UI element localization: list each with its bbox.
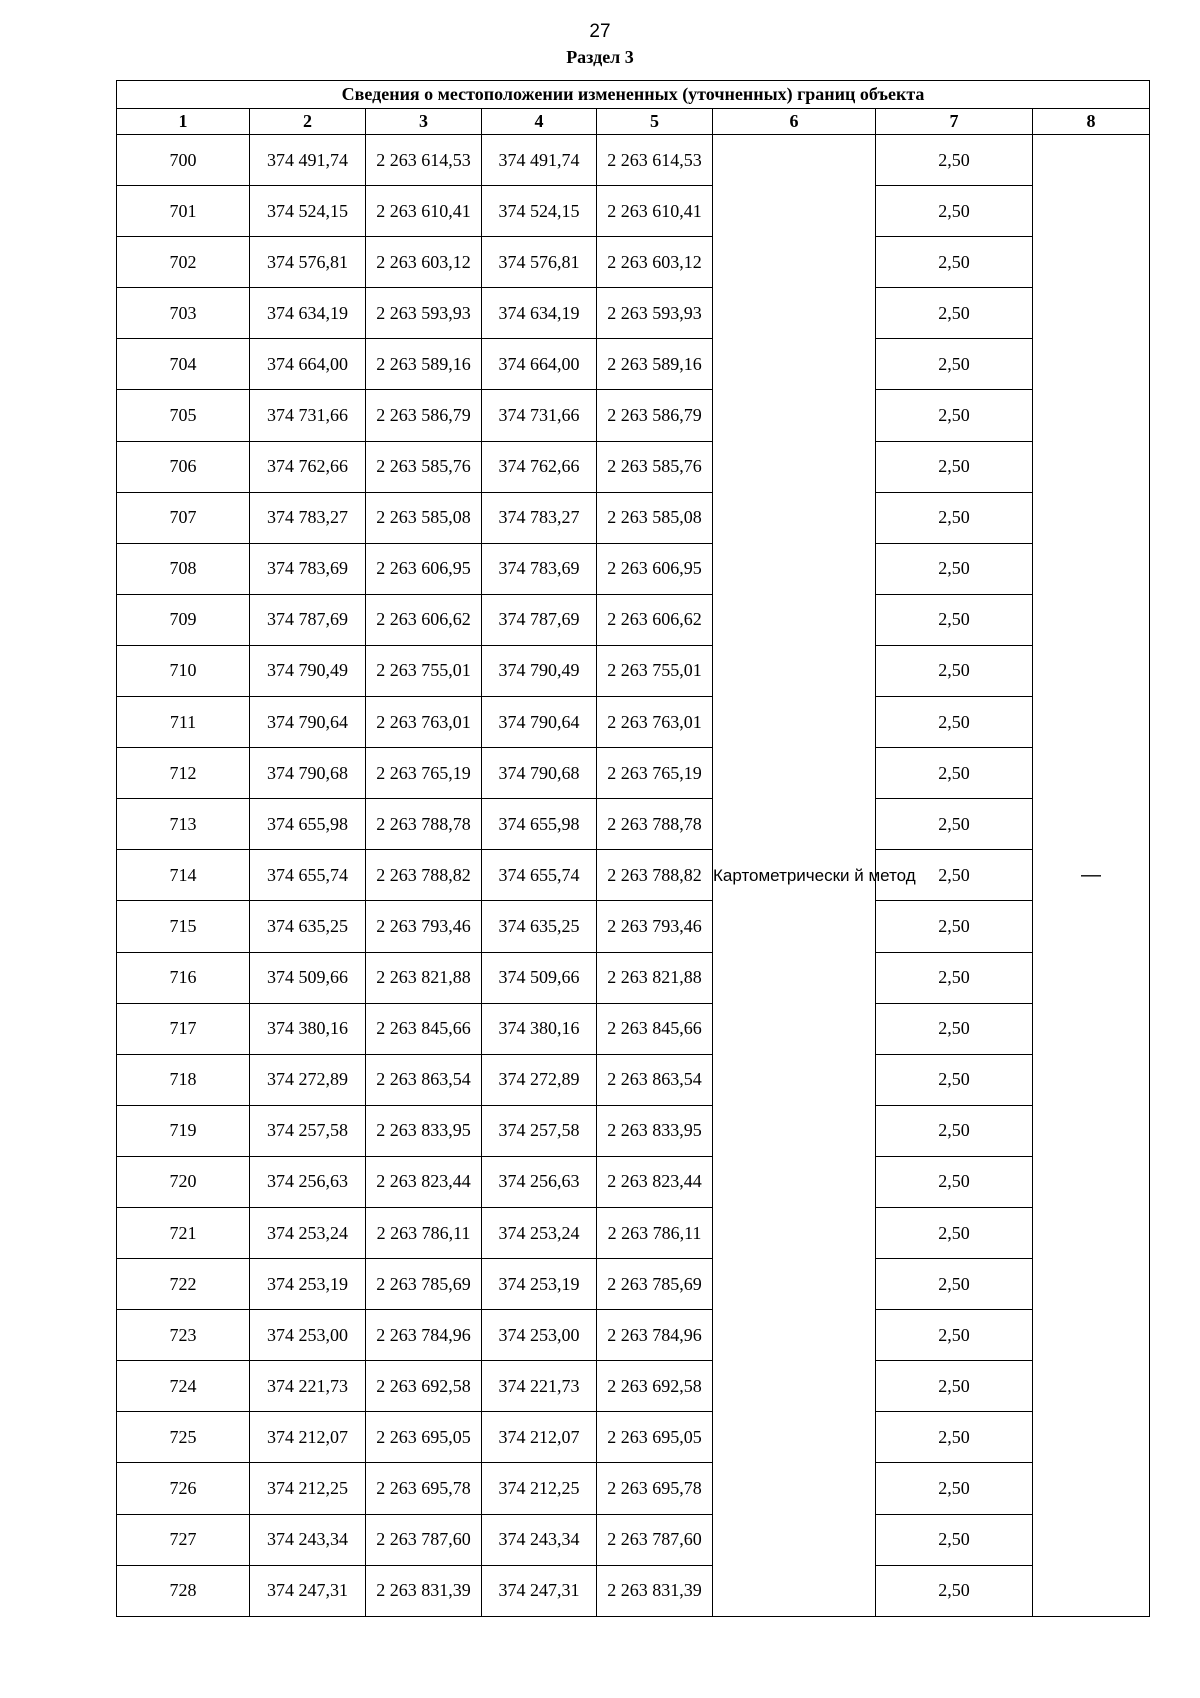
- x-new-cell: 374 790,49: [482, 645, 597, 696]
- table-row: [117, 339, 1150, 390]
- table-title-row: [117, 81, 1150, 109]
- y-existing-cell: 2 263 823,44: [366, 1156, 482, 1207]
- point-number-cell: 710: [117, 645, 250, 696]
- y-new-cell: 2 263 788,82: [597, 850, 713, 901]
- table-row: [117, 1156, 1150, 1207]
- table-row: [117, 748, 1150, 799]
- table-row: [117, 1514, 1150, 1565]
- accuracy-cell: 2,50: [876, 339, 1033, 390]
- x-new-cell: 374 576,81: [482, 237, 597, 288]
- table-row: [117, 1003, 1150, 1054]
- column8-cell: —: [1033, 135, 1150, 1617]
- y-new-cell: 2 263 765,19: [597, 748, 713, 799]
- x-new-cell: 374 243,34: [482, 1514, 597, 1565]
- column-number-4: 4: [482, 109, 597, 135]
- y-existing-cell: 2 263 614,53: [366, 135, 482, 186]
- accuracy-cell: 2,50: [876, 1412, 1033, 1463]
- y-new-cell: 2 263 845,66: [597, 1003, 713, 1054]
- accuracy-cell: 2,50: [876, 237, 1033, 288]
- y-new-cell: 2 263 821,88: [597, 952, 713, 1003]
- y-existing-cell: 2 263 606,95: [366, 543, 482, 594]
- point-number-cell: 722: [117, 1259, 250, 1310]
- table-title: Сведения о местоположении измененных (уточненных) границ объекта: [117, 81, 1150, 109]
- x-existing-cell: 374 635,25: [250, 901, 366, 952]
- table-row: [117, 1259, 1150, 1310]
- y-existing-cell: 2 263 788,78: [366, 799, 482, 850]
- point-number-cell: 723: [117, 1310, 250, 1361]
- point-number-cell: 720: [117, 1156, 250, 1207]
- y-existing-cell: 2 263 606,62: [366, 594, 482, 645]
- accuracy-cell: 2,50: [876, 1361, 1033, 1412]
- y-new-cell: 2 263 614,53: [597, 135, 713, 186]
- x-existing-cell: 374 509,66: [250, 952, 366, 1003]
- y-new-cell: 2 263 586,79: [597, 390, 713, 441]
- x-new-cell: 374 655,98: [482, 799, 597, 850]
- x-existing-cell: 374 576,81: [250, 237, 366, 288]
- x-new-cell: 374 491,74: [482, 135, 597, 186]
- accuracy-cell: 2,50: [876, 697, 1033, 748]
- y-new-cell: 2 263 589,16: [597, 339, 713, 390]
- table-row: [117, 186, 1150, 237]
- accuracy-cell: 2,50: [876, 135, 1033, 186]
- table-row: [117, 237, 1150, 288]
- y-new-cell: 2 263 603,12: [597, 237, 713, 288]
- y-new-cell: 2 263 793,46: [597, 901, 713, 952]
- y-new-cell: 2 263 593,93: [597, 288, 713, 339]
- point-number-cell: 714: [117, 850, 250, 901]
- column-number-2: 2: [250, 109, 366, 135]
- x-new-cell: 374 509,66: [482, 952, 597, 1003]
- y-existing-cell: 2 263 593,93: [366, 288, 482, 339]
- table-row: [117, 1412, 1150, 1463]
- y-existing-cell: 2 263 786,11: [366, 1207, 482, 1258]
- table-row: [117, 645, 1150, 696]
- x-existing-cell: 374 253,24: [250, 1207, 366, 1258]
- column-number-8: 8: [1033, 109, 1150, 135]
- x-existing-cell: 374 380,16: [250, 1003, 366, 1054]
- y-new-cell: 2 263 606,62: [597, 594, 713, 645]
- x-existing-cell: 374 491,74: [250, 135, 366, 186]
- y-new-cell: 2 263 695,05: [597, 1412, 713, 1463]
- x-existing-cell: 374 243,34: [250, 1514, 366, 1565]
- table-row: [117, 952, 1150, 1003]
- y-existing-cell: 2 263 692,58: [366, 1361, 482, 1412]
- x-existing-cell: 374 634,19: [250, 288, 366, 339]
- x-existing-cell: 374 272,89: [250, 1054, 366, 1105]
- accuracy-cell: 2,50: [876, 1207, 1033, 1258]
- table-row: [117, 1463, 1150, 1514]
- x-new-cell: 374 524,15: [482, 186, 597, 237]
- y-existing-cell: 2 263 695,78: [366, 1463, 482, 1514]
- x-existing-cell: 374 253,00: [250, 1310, 366, 1361]
- table-row: [117, 1310, 1150, 1361]
- point-number-cell: 700: [117, 135, 250, 186]
- table-body: [117, 135, 1150, 1617]
- x-new-cell: 374 664,00: [482, 339, 597, 390]
- section-title: Раздел 3: [566, 47, 634, 67]
- column-number-3: 3: [366, 109, 482, 135]
- y-existing-cell: 2 263 765,19: [366, 748, 482, 799]
- x-existing-cell: 374 212,25: [250, 1463, 366, 1514]
- x-existing-cell: 374 790,64: [250, 697, 366, 748]
- column-number-row: [117, 109, 1150, 135]
- y-new-cell: 2 263 788,78: [597, 799, 713, 850]
- x-existing-cell: 374 253,19: [250, 1259, 366, 1310]
- table-row: [117, 850, 1150, 901]
- y-existing-cell: 2 263 784,96: [366, 1310, 482, 1361]
- x-new-cell: 374 634,19: [482, 288, 597, 339]
- accuracy-cell: 2,50: [876, 186, 1033, 237]
- x-existing-cell: 374 783,27: [250, 492, 366, 543]
- x-existing-cell: 374 256,63: [250, 1156, 366, 1207]
- y-existing-cell: 2 263 589,16: [366, 339, 482, 390]
- accuracy-cell: 2,50: [876, 748, 1033, 799]
- x-existing-cell: 374 762,66: [250, 441, 366, 492]
- point-number-cell: 718: [117, 1054, 250, 1105]
- y-new-cell: 2 263 831,39: [597, 1565, 713, 1616]
- accuracy-cell: 2,50: [876, 543, 1033, 594]
- y-existing-cell: 2 263 833,95: [366, 1105, 482, 1156]
- x-existing-cell: 374 212,07: [250, 1412, 366, 1463]
- x-new-cell: 374 783,69: [482, 543, 597, 594]
- table-row: [117, 1054, 1150, 1105]
- table-row: [117, 135, 1150, 186]
- point-number-cell: 726: [117, 1463, 250, 1514]
- x-new-cell: 374 762,66: [482, 441, 597, 492]
- point-number-cell: 728: [117, 1565, 250, 1616]
- y-existing-cell: 2 263 585,76: [366, 441, 482, 492]
- x-existing-cell: 374 524,15: [250, 186, 366, 237]
- y-new-cell: 2 263 786,11: [597, 1207, 713, 1258]
- x-existing-cell: 374 731,66: [250, 390, 366, 441]
- y-new-cell: 2 263 692,58: [597, 1361, 713, 1412]
- point-number-cell: 717: [117, 1003, 250, 1054]
- x-new-cell: 374 731,66: [482, 390, 597, 441]
- x-existing-cell: 374 783,69: [250, 543, 366, 594]
- x-new-cell: 374 212,25: [482, 1463, 597, 1514]
- table-row: [117, 1565, 1150, 1616]
- y-existing-cell: 2 263 586,79: [366, 390, 482, 441]
- accuracy-cell: 2,50: [876, 1259, 1033, 1310]
- accuracy-cell: 2,50: [876, 1310, 1033, 1361]
- y-new-cell: 2 263 833,95: [597, 1105, 713, 1156]
- accuracy-cell: 2,50: [876, 901, 1033, 952]
- accuracy-cell: 2,50: [876, 1514, 1033, 1565]
- x-new-cell: 374 783,27: [482, 492, 597, 543]
- x-new-cell: 374 380,16: [482, 1003, 597, 1054]
- y-new-cell: 2 263 695,78: [597, 1463, 713, 1514]
- y-new-cell: 2 263 785,69: [597, 1259, 713, 1310]
- y-existing-cell: 2 263 785,69: [366, 1259, 482, 1310]
- method-cell: Картометрически й метод: [713, 135, 876, 1617]
- accuracy-cell: 2,50: [876, 1105, 1033, 1156]
- table-row: [117, 441, 1150, 492]
- table-row: [117, 288, 1150, 339]
- x-existing-cell: 374 655,98: [250, 799, 366, 850]
- y-new-cell: 2 263 610,41: [597, 186, 713, 237]
- column-number-1: 1: [117, 109, 250, 135]
- y-existing-cell: 2 263 755,01: [366, 645, 482, 696]
- y-existing-cell: 2 263 603,12: [366, 237, 482, 288]
- point-number-cell: 716: [117, 952, 250, 1003]
- accuracy-cell: 2,50: [876, 441, 1033, 492]
- y-new-cell: 2 263 606,95: [597, 543, 713, 594]
- table-row: [117, 697, 1150, 748]
- table-row: [117, 1361, 1150, 1412]
- y-existing-cell: 2 263 610,41: [366, 186, 482, 237]
- x-new-cell: 374 253,00: [482, 1310, 597, 1361]
- y-existing-cell: 2 263 585,08: [366, 492, 482, 543]
- y-existing-cell: 2 263 821,88: [366, 952, 482, 1003]
- x-existing-cell: 374 247,31: [250, 1565, 366, 1616]
- table-row: [117, 594, 1150, 645]
- point-number-cell: 724: [117, 1361, 250, 1412]
- y-existing-cell: 2 263 788,82: [366, 850, 482, 901]
- y-new-cell: 2 263 863,54: [597, 1054, 713, 1105]
- table-row: [117, 543, 1150, 594]
- accuracy-cell: 2,50: [876, 1054, 1033, 1105]
- point-number-cell: 704: [117, 339, 250, 390]
- y-new-cell: 2 263 787,60: [597, 1514, 713, 1565]
- table-row: [117, 1207, 1150, 1258]
- point-number-cell: 703: [117, 288, 250, 339]
- accuracy-cell: 2,50: [876, 288, 1033, 339]
- accuracy-cell: 2,50: [876, 594, 1033, 645]
- x-new-cell: 374 790,68: [482, 748, 597, 799]
- table-row: [117, 492, 1150, 543]
- accuracy-cell: 2,50: [876, 1003, 1033, 1054]
- x-new-cell: 374 635,25: [482, 901, 597, 952]
- x-existing-cell: 374 790,68: [250, 748, 366, 799]
- x-existing-cell: 374 664,00: [250, 339, 366, 390]
- y-new-cell: 2 263 585,08: [597, 492, 713, 543]
- point-number-cell: 711: [117, 697, 250, 748]
- point-number-cell: 706: [117, 441, 250, 492]
- y-new-cell: 2 263 763,01: [597, 697, 713, 748]
- point-number-cell: 721: [117, 1207, 250, 1258]
- y-existing-cell: 2 263 787,60: [366, 1514, 482, 1565]
- x-new-cell: 374 790,64: [482, 697, 597, 748]
- point-number-cell: 713: [117, 799, 250, 850]
- page-number: 27: [589, 21, 611, 42]
- x-new-cell: 374 257,58: [482, 1105, 597, 1156]
- x-existing-cell: 374 221,73: [250, 1361, 366, 1412]
- point-number-cell: 708: [117, 543, 250, 594]
- accuracy-cell: 2,50: [876, 952, 1033, 1003]
- point-number-cell: 727: [117, 1514, 250, 1565]
- accuracy-cell: 2,50: [876, 1463, 1033, 1514]
- y-new-cell: 2 263 823,44: [597, 1156, 713, 1207]
- y-existing-cell: 2 263 763,01: [366, 697, 482, 748]
- point-number-cell: 709: [117, 594, 250, 645]
- point-number-cell: 707: [117, 492, 250, 543]
- x-new-cell: 374 787,69: [482, 594, 597, 645]
- y-new-cell: 2 263 755,01: [597, 645, 713, 696]
- accuracy-cell: 2,50: [876, 645, 1033, 696]
- y-existing-cell: 2 263 863,54: [366, 1054, 482, 1105]
- x-existing-cell: 374 655,74: [250, 850, 366, 901]
- accuracy-cell: 2,50: [876, 1156, 1033, 1207]
- table-row: [117, 1105, 1150, 1156]
- x-new-cell: 374 253,24: [482, 1207, 597, 1258]
- column-number-5: 5: [597, 109, 713, 135]
- point-number-cell: 719: [117, 1105, 250, 1156]
- x-existing-cell: 374 790,49: [250, 645, 366, 696]
- y-existing-cell: 2 263 695,05: [366, 1412, 482, 1463]
- accuracy-cell: 2,50: [876, 390, 1033, 441]
- x-existing-cell: 374 257,58: [250, 1105, 366, 1156]
- y-new-cell: 2 263 784,96: [597, 1310, 713, 1361]
- x-new-cell: 374 221,73: [482, 1361, 597, 1412]
- x-new-cell: 374 272,89: [482, 1054, 597, 1105]
- column-number-7: 7: [876, 109, 1033, 135]
- x-new-cell: 374 256,63: [482, 1156, 597, 1207]
- table-row: [117, 799, 1150, 850]
- coordinates-table: [116, 80, 1150, 1617]
- point-number-cell: 702: [117, 237, 250, 288]
- x-new-cell: 374 253,19: [482, 1259, 597, 1310]
- x-new-cell: 374 247,31: [482, 1565, 597, 1616]
- y-existing-cell: 2 263 793,46: [366, 901, 482, 952]
- x-new-cell: 374 212,07: [482, 1412, 597, 1463]
- table-row: [117, 901, 1150, 952]
- point-number-cell: 705: [117, 390, 250, 441]
- point-number-cell: 701: [117, 186, 250, 237]
- point-number-cell: 712: [117, 748, 250, 799]
- point-number-cell: 725: [117, 1412, 250, 1463]
- y-existing-cell: 2 263 845,66: [366, 1003, 482, 1054]
- accuracy-cell: 2,50: [876, 799, 1033, 850]
- table-row: [117, 390, 1150, 441]
- y-existing-cell: 2 263 831,39: [366, 1565, 482, 1616]
- accuracy-cell: 2,50: [876, 1565, 1033, 1616]
- x-existing-cell: 374 787,69: [250, 594, 366, 645]
- point-number-cell: 715: [117, 901, 250, 952]
- y-new-cell: 2 263 585,76: [597, 441, 713, 492]
- accuracy-cell: 2,50: [876, 492, 1033, 543]
- column-number-6: 6: [713, 109, 876, 135]
- x-new-cell: 374 655,74: [482, 850, 597, 901]
- accuracy-cell: 2,50: [876, 850, 1033, 901]
